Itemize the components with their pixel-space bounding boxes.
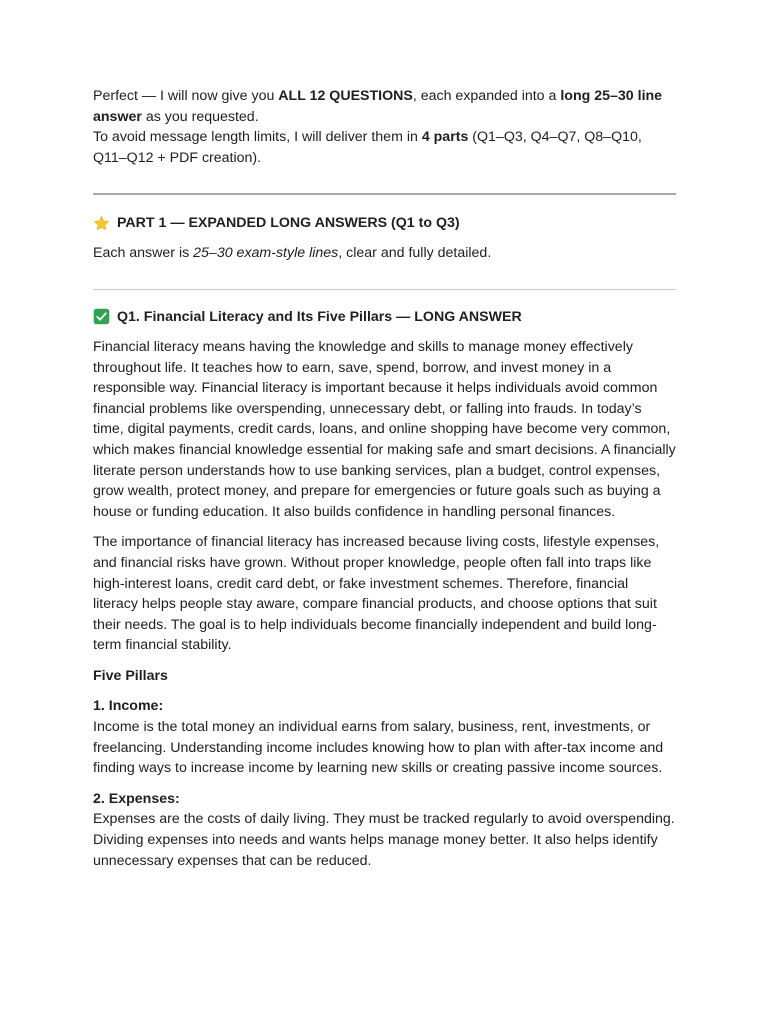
part-note-italic: 25–30 exam-style lines	[193, 245, 339, 262]
answer-body	[93, 337, 676, 871]
intro-text: Perfect — I will now give you	[93, 88, 279, 104]
star-icon	[93, 215, 110, 232]
question-title: Q1. Financial Literacy and Its Five Pillars — LONG ANSWER	[117, 308, 522, 325]
intro-bold-questions: ALL 12 QUESTIONS	[278, 88, 413, 104]
part-note-text: Each answer is	[93, 245, 194, 262]
pillar-text: Income is the total money an individual earns from salary, business, rent, investments, or freelancing. Understanding income includes knowing how to plan with after-tax income and finding ways to increase income by learning new skills or creating passive income sources.	[93, 719, 664, 777]
intro-line-1	[93, 86, 676, 127]
part-heading	[93, 213, 676, 233]
pillar-text: Expenses are the costs of daily living. They must be tracked regularly to avoid overspending. Dividing expenses into needs and wants helps manage money better. It also helps identify unnecessary expenses that can be reduced.	[93, 811, 675, 869]
intro-text: as you requested.	[141, 108, 259, 125]
pillar-label: 2. Expenses:	[93, 790, 180, 807]
intro-text: To avoid message length limits, I will deliver them in	[93, 129, 422, 146]
pillar-label: 1. Income:	[93, 698, 164, 715]
intro-section	[93, 86, 676, 168]
document-page	[93, 86, 676, 881]
section-divider	[93, 289, 676, 290]
section-divider	[93, 193, 676, 195]
check-box-icon	[93, 308, 110, 325]
intro-bold-length: long 25–30 line answer	[93, 88, 663, 125]
part-title: PART 1 — EXPANDED LONG ANSWERS (Q1 to Q3)	[117, 215, 460, 232]
part-note-text: , clear and fully detailed.	[338, 245, 492, 262]
pillars-heading: Five Pillars	[93, 667, 168, 684]
part-note	[93, 243, 676, 264]
intro-bold-parts: 4 parts	[421, 129, 469, 146]
answer-paragraph: Financial literacy means having the knowledge and skills to manage money effectively throughout life. It teaches how to earn, save, spend, borrow, and invest money in a responsible way. Financial literacy is important because it helps individuals avoid common financial problems like overspending, unnecessary debt, or falling into frauds. In today’s time, digital payments, credit cards, loans, and online shopping have become very common, which makes financial knowledge essential for making safe and smart decisions. A financially literate person understands how to use banking services, plan a budget, control expenses, grow wealth, protect money, and prepare for emergencies or future goals such as buying a house or funding education. It also builds confidence in handling personal finances.	[93, 338, 676, 520]
intro-text: , each expanded into a	[412, 88, 561, 104]
intro-line-2	[93, 127, 676, 168]
intro-text: (Q1–Q3, Q4–Q7, Q8–Q10, Q11–Q12 + PDF creation).	[93, 129, 642, 166]
question-heading	[93, 307, 676, 327]
pillar-item	[93, 696, 676, 778]
pillar-item	[93, 789, 676, 871]
answer-paragraph: The importance of financial literacy has increased because living costs, lifestyle expenses, and financial risks have grown. Without proper knowledge, people often fall into traps like high-interest loans, credit card debt, or fake investment schemes. Therefore, financial literacy helps people stay aware, compare financial products, and choose options that suit their needs. The goal is to help individuals become financially independent and build long-term financial stability.	[93, 534, 660, 654]
